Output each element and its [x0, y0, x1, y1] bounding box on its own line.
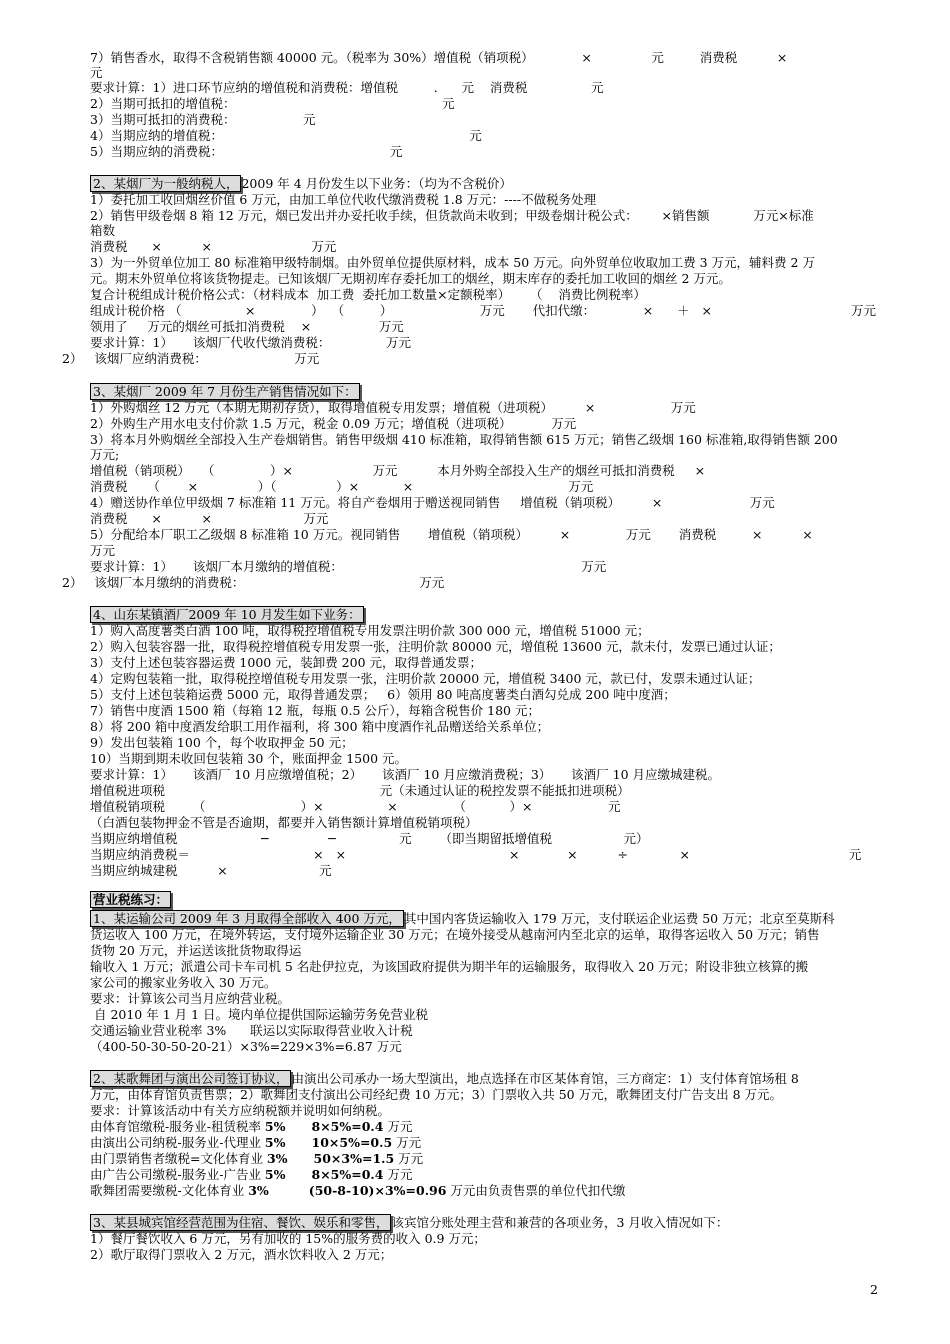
b3-title-rest: 该宾馆分账处理主营和兼营的各项业务，3 月收入情况如下： — [391, 1215, 729, 1230]
s3-line: 3）将本月外购烟丝全部投入生产卷烟销售。销售甲级烟 410 标准箱，取得销售额 615 万元；销售乙级烟 160 标准箱,取得销售额 200 — [90, 432, 838, 447]
s2-line: 2） 该烟厂应纳消费税： 万元 — [62, 351, 320, 366]
b1-line: 货运收入 100 万元，在境外转运，支付境外运输企业 30 万元；在境外接受从越南河内至北京的运单，取得客运收入 50 万元；销售 — [90, 927, 820, 942]
b1-line: 要求：计算该公司当月应纳营业税。 — [90, 991, 291, 1006]
b2-row-calc: 8×5%=0.4 — [311, 1167, 384, 1182]
intro-line: 7）销售香水，取得不含税销售额 40000 元。（税率为 30%）增值税（销项税） × 元 消费税 × — [90, 50, 788, 65]
section-2-heading — [90, 175, 512, 192]
s4-line: 增值税销项税 （ ）× × （ ）× 元 — [90, 799, 621, 814]
s4-line: 要求计算：1） 该酒厂 10 月应缴增值税；2） 该酒厂 10 月应缴消费税；3） 该酒厂 10 月应缴城建税。 — [90, 767, 721, 782]
s4-line: 当期应纳消费税＝ × × × × ÷ × 元 — [90, 847, 862, 862]
b1-title-rest: 其中国内客货运输收入 179 万元，支付联运企业运费 50 万元；北京至莫斯科 — [403, 911, 835, 926]
b2-title: 2、某歌舞团与演出公司签订协议， — [90, 1070, 291, 1087]
s4-line: 10）当期到期未收回包装箱 30 个，账面押金 1500 元。 — [90, 751, 408, 766]
s4-line: （白酒包装物押金不管是否逾期，都要并入销售额计算增值税销项税） — [90, 815, 478, 830]
s3-line: 消费税 （ × ）（ ）× × 万元 — [90, 479, 594, 494]
business-tax-title — [90, 891, 171, 908]
b2-row-label: 由演出公司纳税-服务业-代理业 — [90, 1135, 265, 1150]
section-4-heading — [90, 606, 364, 623]
business-tax-title-box: 营业税练习： — [90, 891, 171, 908]
b2-row-rate: 3% — [266, 1151, 288, 1166]
b2-row-label: 由门票销售者缴税=文化体育业 — [90, 1151, 267, 1166]
s2-line: 领用了 万元的烟丝可抵扣消费税 × 万元 — [90, 319, 404, 334]
s2-line: 元。期末外贸单位将该货物提走。已知该烟厂无期初库存委托加工的烟丝，期末库存的委托加工收回的烟丝 2 万元。 — [90, 271, 731, 286]
b2-row-calc: (50-8-10)×3%=0.96 — [308, 1183, 447, 1198]
b1-line: 输收入 1 万元；派遣公司卡车司机 5 名赴伊拉克，为该国政府提供为期半年的运输服务，取得收入 20 万元；附设非独立核算的搬 — [90, 959, 809, 974]
s3-line: 1）外购烟丝 12 万元（本期无期初存货），取得增值税专用发票；增值税（进项税） × 万元 — [90, 400, 696, 415]
b3-line: 2）歌厅取得门票收入 2 万元，酒水饮料收入 2 万元； — [90, 1247, 393, 1262]
s3-line: 万元; — [90, 447, 120, 462]
s4-line: 当期应纳增值税 ─ ─ 元 （即当期留抵增值税 元） — [90, 831, 649, 846]
intro-line: 5）当期应纳的消费税： 元 — [90, 144, 403, 159]
s4-line: 当期应纳城建税 × 元 — [90, 863, 332, 878]
b3-line: 1）餐厅餐饮收入 6 万元，另有加收的 15%的服务费的收入 0.9 万元； — [90, 1231, 486, 1246]
b3-heading — [90, 1214, 728, 1231]
s4-line: 4）定购包装箱一批，取得税控增值税专用发票一张，注明价款 20000 元，增值税 3400 元，款已付，发票未通过认证； — [90, 671, 761, 686]
b2-title-rest: 由演出公司承办一场大型演出，地点选择在市区某体育馆，三方商定：1）支付体育馆场租 8 — [291, 1071, 799, 1086]
b1-line: 家公司的搬家业务收入 30 万元。 — [90, 975, 277, 990]
b2-row — [90, 1183, 625, 1198]
b2-row-rate: 5% — [264, 1135, 286, 1150]
s2-line: 3）为一外贸单位加工 80 标准箱甲级特制烟。由外贸单位提供原材料，成本 50 万元。向外贸单位收取加工费 3 万元，辅料费 2 万 — [90, 255, 815, 270]
b2-row — [90, 1119, 412, 1134]
b2-row-unit: 万元 — [383, 1119, 413, 1134]
b2-row-unit: 万元由负责售票的单位代扣代缴 — [446, 1183, 626, 1198]
section-2-title-rest: 2009 年 4 月份发生以下业务：（均为不含税价） — [241, 176, 512, 191]
section-3-heading — [90, 383, 360, 400]
page-number: 2 — [870, 1282, 878, 1297]
s4-line: 1）购入高度薯类白酒 100 吨，取得税控增值税专用发票注明价款 300 000 元，增值税 51000 元； — [90, 623, 650, 638]
s3-line: 消费税 × × 万元 — [90, 511, 329, 526]
s4-line: 增值税进项税 元（未通过认证的税控发票不能抵扣进项税） — [90, 783, 630, 798]
b1-heading — [90, 910, 835, 927]
s2-line: 要求计算：1） 该烟厂代收代缴消费税： 万元 — [90, 335, 411, 350]
intro-line: 2）当期可抵扣的增值税： 元 — [90, 96, 455, 111]
s2-line: 复合计税组成计税价格公式：（材料成本 加工费 委托加工数量×定额税率） （ 消费比例税率） — [90, 287, 646, 302]
section-3-title: 3、某烟厂 2009 年 7 月份生产销售情况如下： — [90, 383, 360, 400]
b2-row-unit: 万元 — [383, 1167, 413, 1182]
s3-line: 2） 该烟厂本月缴纳的消费税： 万元 — [62, 575, 445, 590]
b2-row-calc: 8×5%=0.4 — [311, 1119, 384, 1134]
s3-line: 万元 — [90, 543, 116, 558]
b2-row — [90, 1135, 421, 1150]
b1-line: 自 2010 年 1 月 1 日。境内单位提供国际运输劳务免营业税 — [90, 1007, 429, 1022]
section-2-title: 2、某烟厂为一般纳税人， — [90, 175, 241, 192]
b2-row — [90, 1151, 423, 1166]
b2-row-calc: 10×5%=0.5 — [311, 1135, 393, 1150]
b1-line: 交通运输业营业税率 3% 联运以实际取得营业收入计税 — [90, 1023, 413, 1038]
s3-line: 5）分配给本厂职工乙级烟 8 标准箱 10 万元。视同销售 增值税（销项税） × 万元 消费税 × × — [90, 527, 813, 542]
s4-line: 9）发出包装箱 100 个，每个收取押金 50 元； — [90, 735, 354, 750]
b2-row — [90, 1167, 412, 1182]
intro-line: 元 — [90, 65, 103, 80]
b2-row-label: 歌舞团需要缴税-文化体育业 — [90, 1183, 249, 1198]
b2-row-rate: 3% — [248, 1183, 269, 1198]
s4-line: 8）将 200 箱中度酒发给职工用作福利，将 300 箱中度酒作礼品赠送给关系单位； — [90, 719, 550, 734]
s4-line: 2）购入包装容器一批，取得税控增值税专用发票一张，注明价款 80000 元，增值税 13600 元，款未付，发票已通过认证； — [90, 639, 781, 654]
b2-row-rate: 5% — [264, 1119, 286, 1134]
b3-title: 3、某县城宾馆经营范围为住宿、餐饮、娱乐和零售， — [90, 1214, 391, 1231]
s2-line: 1）委托加工收回烟丝价值 6 万元，由加工单位代收代缴消费税 1.8 万元：----不做税务处理 — [90, 192, 597, 207]
b2-line: 要求：计算该活动中有关方应纳税额并说明如何纳税。 — [90, 1103, 391, 1118]
s4-line: 5）支付上述包装箱运费 5000 元，取得普通发票； 6）领用 80 吨高度薯类白酒勾兑成 200 吨中度酒； — [90, 687, 676, 702]
b2-row-label: 由广告公司缴税-服务业-广告业 — [90, 1167, 265, 1182]
b1-line: （400-50-30-50-20-21）×3%=229×3%=6.87 万元 — [90, 1039, 402, 1054]
b2-row-rate: 5% — [264, 1167, 286, 1182]
s3-line: 增值税（销项税） （ ）× 万元 本月外购全部投入生产的烟丝可抵扣消费税 × — [90, 463, 706, 478]
intro-line: 4）当期应纳的增值税： 元 — [90, 128, 482, 143]
s4-line: 3）支付上述包装容器运费 1000 元，装卸费 200 元，取得普通发票； — [90, 655, 483, 670]
s3-line: 4）赠送协作单位甲级烟 7 标准箱 11 万元。将自产卷烟用于赠送视同销售 增值税（销项税） × 万元 — [90, 495, 775, 510]
s3-line: 要求计算：1） 该烟厂本月缴纳的增值税： 万元 — [90, 559, 607, 574]
b2-row-unit: 万元 — [394, 1151, 424, 1166]
b1-title: 1、某运输公司 2009 年 3 月取得全部收入 400 万元， — [90, 910, 404, 927]
intro-line: 要求计算：1）进口环节应纳的增值税和消费税：增值税 . 元 消费税 元 — [90, 80, 604, 95]
b2-row-unit: 万元 — [392, 1135, 422, 1150]
s4-line: 7）销售中度酒 1500 箱（每箱 12 瓶，每瓶 0.5 公斤），每箱含税售价 180 元； — [90, 703, 540, 718]
s2-line: 箱数 — [90, 223, 116, 238]
s3-line: 2）外购生产用水电支付价款 1.5 万元，税金 0.09 万元；增值税（进项税） 万元 — [90, 416, 577, 431]
section-4-title: 4、山东某镇酒厂2009 年 10 月发生如下业务： — [90, 606, 364, 623]
b2-line: 万元，由体育馆负责售票；2）歌舞团支付演出公司经纪费 10 万元；3）门票收入共 50 万元，歌舞团支付广告支出 8 万元。 — [90, 1087, 783, 1102]
intro-line: 3）当期可抵扣的消费税： 元 — [90, 112, 316, 127]
b2-row-calc: 50×3%=1.5 — [313, 1151, 395, 1166]
s2-line: 组成计税价格 （ × ） （ ） 万元 代扣代缴： × ＋ × 万元 — [90, 303, 877, 318]
s2-line: 消费税 × × 万元 — [90, 239, 337, 254]
b2-heading — [90, 1070, 799, 1087]
b1-line: 货物 20 万元，并运送该批货物取得运 — [90, 943, 302, 958]
b2-row-label: 由体育馆缴税-服务业-租赁税率 — [90, 1119, 265, 1134]
s2-line: 2）销售甲级卷烟 8 箱 12 万元，烟已发出并办妥托收手续，但货款尚未收到；甲级卷烟计税公式： ×销售额 万元×标准 — [90, 208, 814, 223]
